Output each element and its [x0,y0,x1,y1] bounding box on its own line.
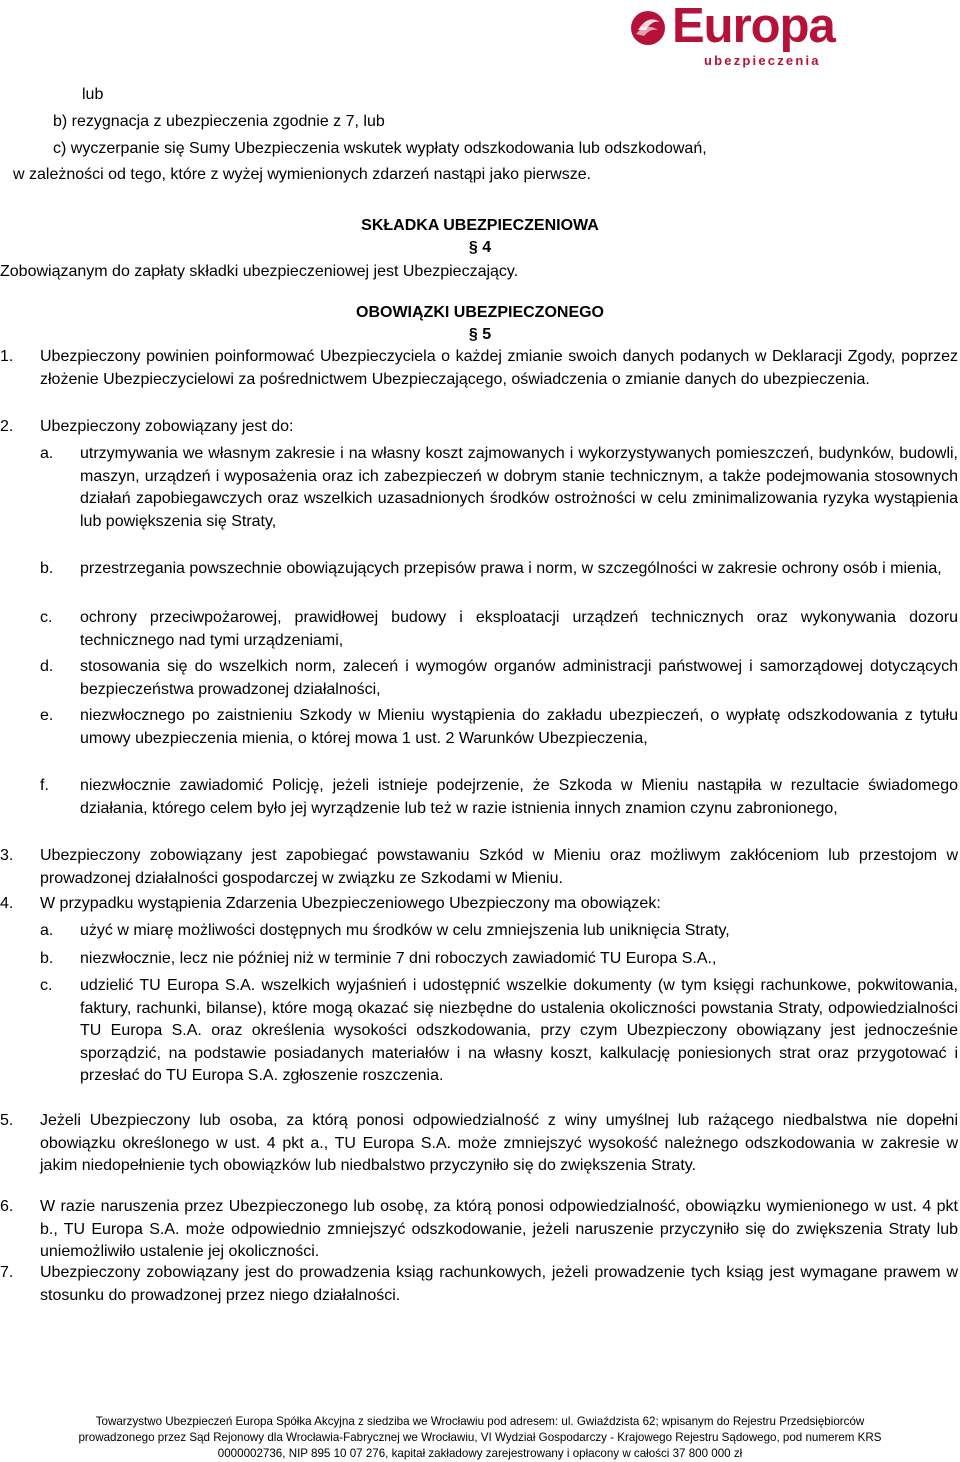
footer-line-1: Towarzystwo Ubezpieczeń Europa Spółka Akcyjna z siedziba we Wrocławiu pod adresem: ul. Gwiaździsta 62; wpisanym do Rejestru Przedsiębiorców [95,1415,865,1428]
s5-number: § 5 [468,326,492,343]
p2c-num: c. [40,609,53,626]
s4-heading: SKŁADKA UBEZPIECZENIOWA [361,217,599,234]
p4c-text: udzielić TU Europa S.A. wszelkich wyjaśnień i udostępnić wszelkie dokumenty (w tym księgi rachunkowe, pokwitowania, faktury, rachunki, bilanse), które mogą okazać się niezbędne do ustalenia okoliczności powstania Straty, odpowiedzialności TU Europa S.A. oraz określenia wysokości odszkodowania, przy czym Ubezpieczony obowiązany jest jednocześnie sporządzić, na podstawie posiadanych materiałów i na własny koszt, kalkulację poniesionych strat oraz przygotować i przesłać do TU Europa S.A. zgłoszenie roszczenia. [80,977,958,1084]
footer-line-2: prowadzonego przez Sąd Rejonowy dla Wrocławia-Fabrycznej we Wrocławiu, VI Wydział Gospodarczy - Krajowego Rejestru Sądowego, pod numerem KRS [78,1431,882,1444]
p2f-text: niezwłocznie zawiadomić Policję, jeżeli istnieje podejrzenie, że Szkoda w Mieniu nastąpiła w rezultacie świadomego działania, którego celem było jej wyrządzenie lub też w razie istnienia innych znamion czynu zabronionego, [80,777,958,817]
p2a-text: utrzymywania we własnym zakresie i na własny koszt zajmowanych i wykorzystywanych pomieszczeń, budynków, budowli, maszyn, urządzeń i wyposażenia oraz ich zabezpieczeń w dobrym stanie technicznym, a także podejmowania stosownych działań zapobiegawczych oraz wszelkich uzasadnionych środków ostrożności w celu zminimalizowania ryzyka wystąpienia lub powiększenia się Straty, [80,445,958,530]
p1-text: Ubezpieczony powinien poinformować Ubezpieczyciela o każdej zmianie swoich danych podanych w Deklaracji Zgody, poprzez złożenie Ubezpieczycielowi za pośrednictwem Ubezpieczającego, oświadczenia o zmianie danych do ubezpieczenia. [40,348,958,388]
section-sign: § [468,326,478,343]
p6-text: W razie naruszenia przez Ubezpieczonego lub osobę, za którą ponosi odpowiedzialność, obowiązku wymienionego w ust. 4 pkt b., TU Europa S.A. może odpowiednio zmniejszyć odszkodowanie, jeżeli naruszenie przyczyniło się do zwiększenia Straty lub uniemożliwiło ustalenie jej okoliczności. [40,1198,958,1260]
p6-num: 6. [0,1198,14,1215]
p1-num: 1. [0,348,14,365]
p2b-num: b. [40,560,54,577]
s4-number: § 4 [468,239,492,256]
logo-subtitle: ubezpieczenia [704,53,821,68]
logo-wordmark: Europa [672,0,835,53]
p5-text: Jeżeli Ubezpieczony lub osoba, za którą ponosi odpowiedzialność z winy umyślnej lub rażącego niedbalstwa nie dopełni obowiązku określonego w ust. 4 pkt a., TU Europa S.A. może zmniejszyć wysokość należnego odszkodowania w zakresie w jakim niedopełnienie tych obowiązków lub niedbalstwo przyczyniło się do zwiększenia Straty. [40,1112,958,1174]
s5-heading: OBOWIĄZKI UBEZPIECZONEGO [356,304,604,321]
s4-text: Zobowiązanym do zapłaty składki ubezpieczeniowej jest Ubezpieczający. [0,263,519,280]
section-sign: § [468,239,478,256]
p4-text: W przypadku wystąpienia Zdarzenia Ubezpieczeniowego Ubezpieczony ma obowiązek: [40,895,661,912]
p4b-text: niezwłocznie, lecz nie później niż w terminie 7 dni roboczych zawiadomić TU Europa S.A., [80,950,717,967]
p5-num: 5. [0,1112,14,1129]
intro-item-b: b) rezygnacja z ubezpieczenia zgodnie z 7, lub [53,113,385,130]
p2-num: 2. [0,418,14,435]
p2f-num: f. [40,777,49,794]
p2a-num: a. [40,445,54,462]
p2d-text: stosowania się do wszelkich norm, zaleceń i wymogów organów administracji państwowej i samorządowej dotyczących bezpieczeństwa prowadzonej działalności, [80,658,958,698]
p2d-num: d. [40,658,54,675]
footer-line-3: 0000002736, NIP 895 10 07 276, kapitał zakładowy zarejestrowany i opłacony w całości 37 800 000 zł [217,1447,743,1460]
intro-lub: lub [82,86,104,103]
p2b-text: przestrzegania powszechnie obowiązujących przepisów prawa i norm, w szczególności w zakresie ochrony osób i mienia, [80,560,942,577]
logo-mark-icon [626,8,670,48]
p4-num: 4. [0,895,14,912]
p2-text: Ubezpieczony zobowiązany jest do: [40,418,294,435]
p2c-text: ochrony przeciwpożarowej, prawidłowej budowy i eksploatacji urządzeń technicznych oraz wykonywania dozoru technicznego nad tymi urządzeniami, [80,609,958,649]
p3-text: Ubezpieczony zobowiązany jest zapobiegać powstawaniu Szkód w Mieniu oraz możliwym zakłóceniom lub przestojom w prowadzonej działalności gospodarczej w związku ze Szkodami w Mieniu. [40,847,958,887]
p2e-num: e. [40,707,54,724]
p2e-text: niezwłocznego po zaistnieniu Szkody w Mieniu wystąpienia do zakładu ubezpieczeń, o wypłatę odszkodowania z tytułu umowy ubezpieczenia mienia, o której mowa 1 ust. 2 Warunków Ubezpieczenia, [80,707,958,747]
p4c-num: c. [40,977,53,994]
p4b-num: b. [40,950,54,967]
p3-num: 3. [0,847,14,864]
intro-tail: w zależności od tego, które z wyżej wymienionych zdarzeń nastąpi jako pierwsze. [13,166,592,183]
p4a-text: użyć w miarę możliwości dostępnych mu środków w celu zmniejszenia lub uniknięcia Straty, [80,922,730,939]
p7-text: Ubezpieczony zobowiązany jest do prowadzenia ksiąg rachunkowych, jeżeli prowadzenie tych ksiąg jest wymagane prawem w stosunku do prowadzonej przez niego działalności. [40,1264,958,1304]
p4a-num: a. [40,922,54,939]
europa-logo [626,2,858,68]
p7-num: 7. [0,1264,14,1281]
intro-item-c: c) wyczerpanie się Sumy Ubezpieczenia wskutek wypłaty odszkodowania lub odszkodowań, [53,140,707,157]
